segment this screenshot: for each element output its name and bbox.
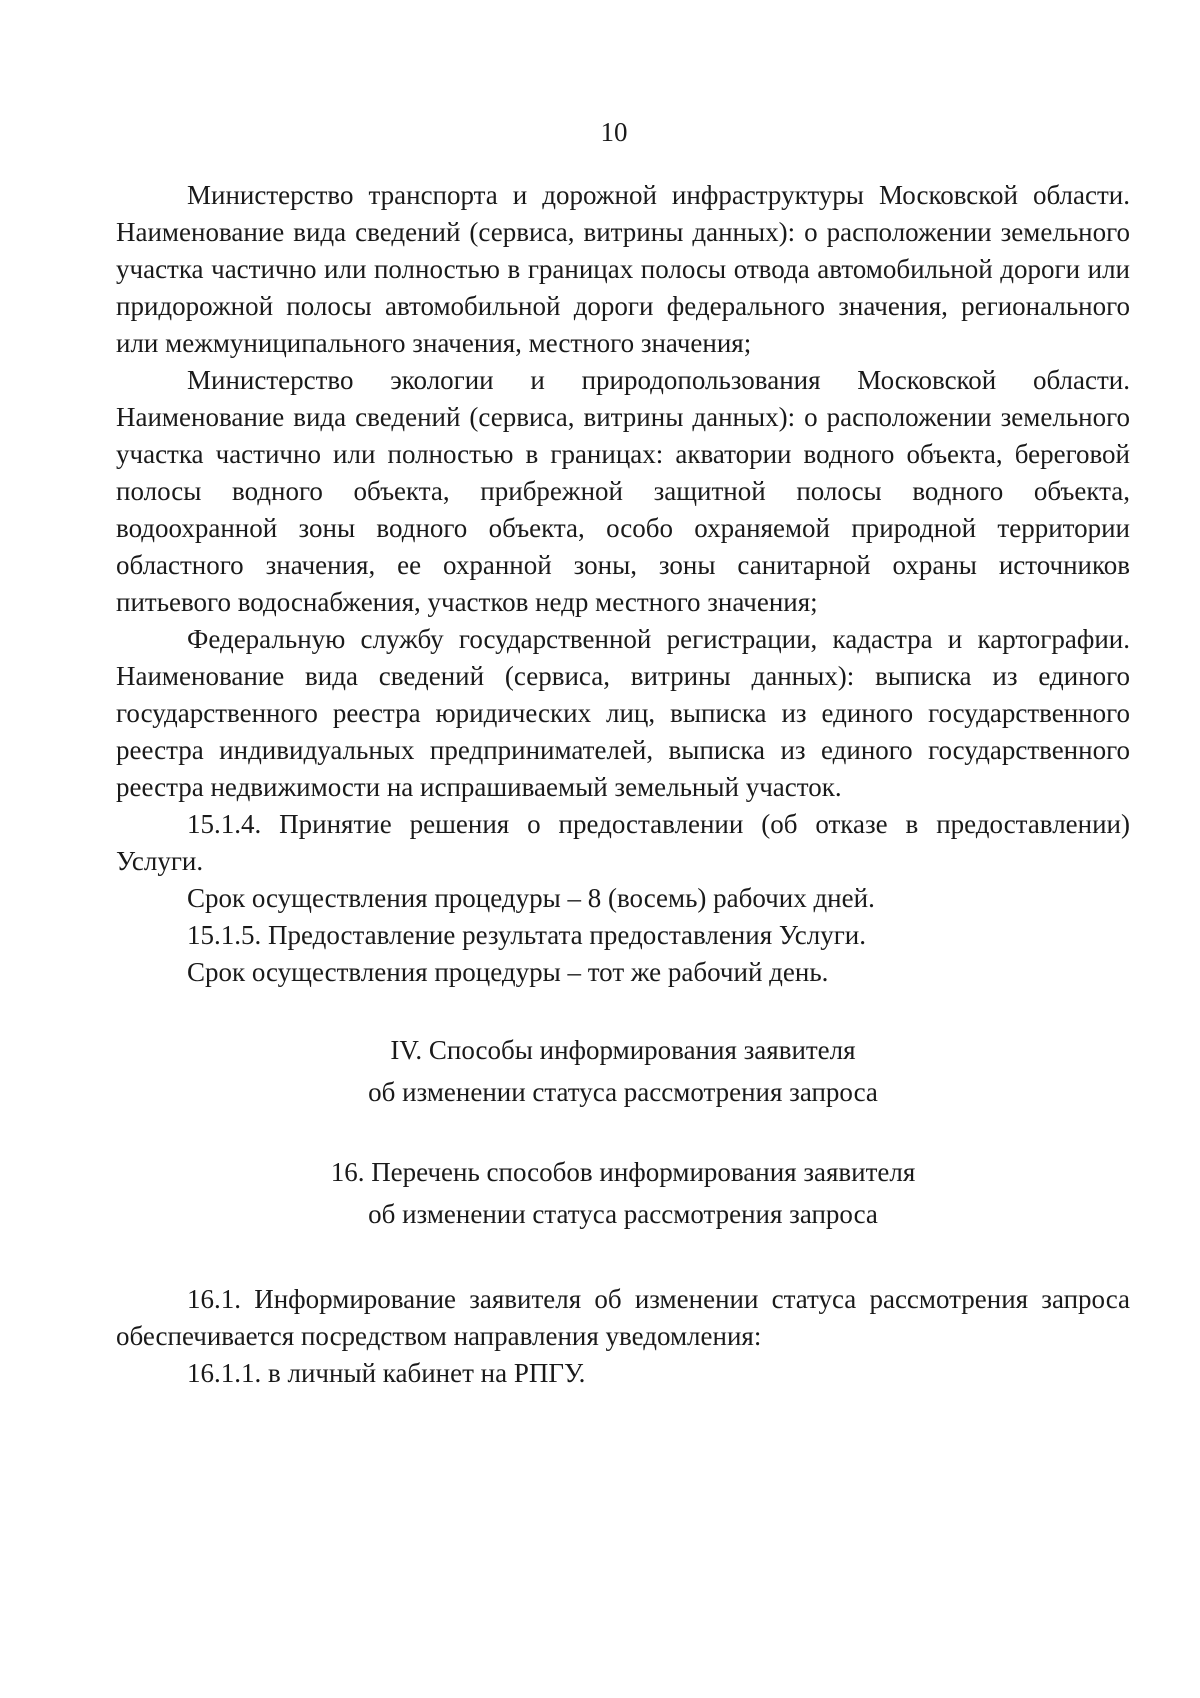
paragraph-rosreestr: Федеральную службу государственной регистрации, кадастра и картографии. Наименование вида сведений (сервиса, витрины данных): выписка из единого государственного реестра юридических лиц, выписка из единого государственного реестра индивидуальных предпринимателей, выписка из единого государственного реестра недвижимости на испрашиваемый земельный участок. (116, 624, 1130, 802)
spacer (116, 991, 1130, 1029)
paragraph-transport-ministry: Министерство транспорта и дорожной инфраструктуры Московской области. Наименование вида сведений (сервиса, витрины данных): о расположении земельного участка частично или полностью в границах полосы отвода автомобильной дороги или придорожной полосы автомобильной дороги федерального значения, регионального или межмуниципального значения, местного значения; (116, 180, 1130, 358)
spacer (116, 1235, 1130, 1281)
section-heading-line1: IV. Способы информирования заявителя (390, 1035, 856, 1065)
subsection-heading-line1: 16. Перечень способов информирования заявителя (330, 1157, 916, 1187)
document-body (116, 177, 1130, 1392)
paragraph-deadline-8-days: Срок осуществления процедуры – 8 (восемь) рабочих дней. (187, 883, 875, 913)
paragraph-16-1: 16.1. Информирование заявителя об изменении статуса рассмотрения запроса обеспечивается посредством направления уведомления: (116, 1284, 1130, 1351)
page-number: 10 (600, 117, 628, 147)
paragraph-deadline-same-day: Срок осуществления процедуры – тот же рабочий день. (187, 957, 829, 987)
paragraph-16-1-1: 16.1.1. в личный кабинет на РПГУ. (187, 1358, 586, 1388)
spacer (116, 1113, 1130, 1151)
paragraph-15-1-5: 15.1.5. Предоставление результата предоставления Услуги. (187, 920, 866, 950)
section-heading-line2: об изменении статуса рассмотрения запроса (368, 1077, 878, 1107)
paragraph-15-1-4: 15.1.4. Принятие решения о предоставлении (об отказе в предоставлении) Услуги. (116, 809, 1130, 876)
paragraph-ecology-ministry: Министерство экологии и природопользования Московской области. Наименование вида сведений (сервиса, витрины данных): о расположении земельного участка частично или полностью в границах: акватории водного объекта, береговой полосы водного объекта, прибрежной защитной полосы водного объекта, водоохранной зоны водного объекта, особо охраняемой природной территории областного значения, ее охранной зоны, зоны санитарной охраны источников питьевого водоснабжения, участков недр местного значения; (116, 365, 1130, 617)
section-heading (116, 1029, 1130, 1113)
subsection-heading (116, 1151, 1130, 1235)
subsection-heading-line2: об изменении статуса рассмотрения запроса (368, 1199, 878, 1229)
